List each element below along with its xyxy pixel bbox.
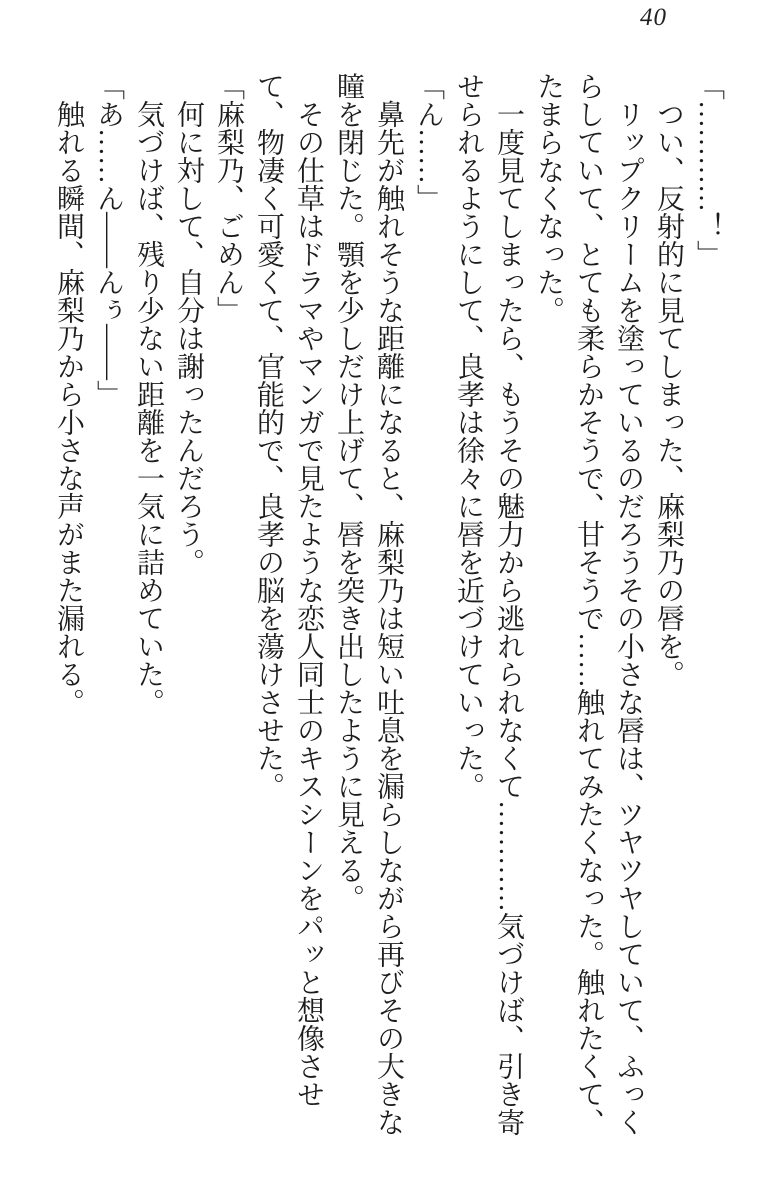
paragraph-narrative: その仕草はドラマやマンガで見たような恋人同士のキスシーンをパッと想像させて、物凄く可愛くて、官能的で、良孝の脳を蕩けさせた。 [253, 72, 324, 1108]
paragraph-narrative: 気づけば、残り少ない距離を一気に詰めていた。 [133, 100, 164, 716]
page-number: 40 [640, 4, 667, 31]
vertical-text-block [34, 72, 728, 1140]
paragraph-narrative: 鼻先が触れそうな距離になると、麻梨乃は短い吐息を漏らしながら再びその大きな瞳を閉じた。顎を少しだけ上げて、唇を突き出したように見える。 [333, 72, 404, 1136]
paragraph-narrative: 何に対して、自分は謝ったんだろう。 [173, 100, 204, 576]
paragraph-dialogue: 「あ……ん――んぅ――」 [93, 72, 124, 408]
paragraph-dialogue: 「…………！」 [693, 72, 724, 268]
paragraph-narrative: 触れる瞬間、麻梨乃から小さな声がまた漏れる。 [53, 100, 84, 716]
paragraph-narrative: 一度見てしまったら、もうその魅力から逃れられなくて…………気づけば、引き寄せられるようにして、良孝は徐々に唇を近づけていった。 [453, 72, 524, 1136]
paragraph-narrative: リップクリームを塗っているのだろうその小さな唇は、ツヤツヤしていて、ふっくらしていて、とても柔らかそうで、甘そうで……触れてみたくなった。触れたくて、たまらなくなった。 [533, 72, 644, 1136]
paragraph-dialogue: 「ん……」 [413, 72, 444, 212]
paragraph-narrative: つい、反射的に見てしまった、麻梨乃の唇を。 [653, 100, 684, 688]
paragraph-dialogue: 「麻梨乃、ごめん」 [213, 72, 244, 324]
